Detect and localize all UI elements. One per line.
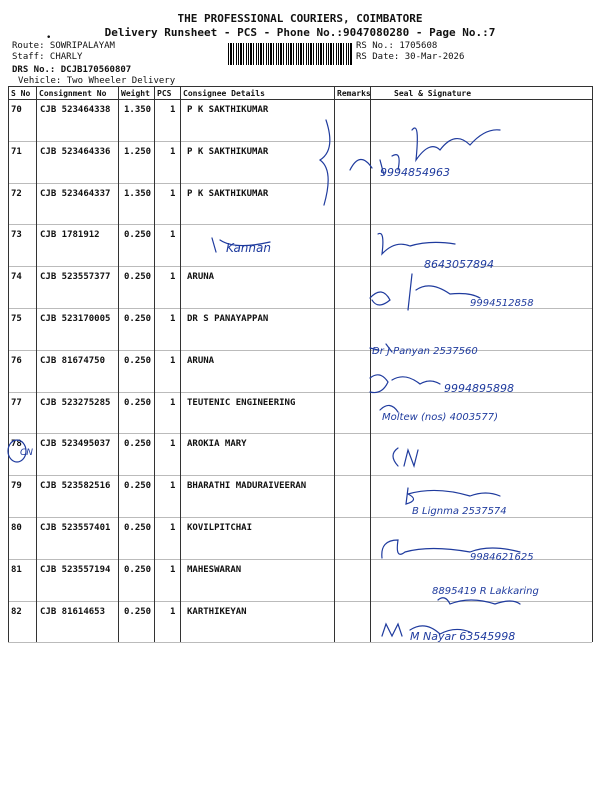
rs-date: RS Date: 30-Mar-2026	[356, 52, 465, 62]
hw-row80: 9984621625	[470, 552, 534, 563]
runsheet-subtitle: Delivery Runsheet - PCS - Phone No.:9047080280 - Page No.:7	[104, 26, 496, 39]
signature-78	[393, 448, 418, 466]
row-weight: 0.250	[124, 606, 152, 617]
row-sno: 80	[11, 523, 22, 533]
row-consignment-no: CJB 523464338	[40, 105, 111, 115]
row-consignee: DR S PANAYAPPAN	[187, 314, 269, 324]
row-weight: 0.250	[124, 564, 152, 575]
hw-row82: M Nayar 63545998	[410, 630, 516, 643]
row-sno: 78	[11, 439, 22, 450]
row-consignee: MAHESWARAN	[187, 564, 242, 575]
row-weight: 1.350	[124, 105, 152, 115]
row-consignment-no: CJB 523557401	[40, 523, 111, 533]
signature-76	[370, 375, 440, 393]
row-pcs: 1	[170, 397, 176, 408]
row-pcs: 1	[170, 314, 176, 324]
row-sno: 74	[11, 272, 22, 283]
row-consignee: AROKIA MARY	[187, 439, 247, 450]
drs-number: DRS No.: DCJB170560807	[12, 65, 132, 75]
row-weight: 1.350	[124, 188, 152, 199]
row-consignment-no: CJB 523495037	[40, 439, 111, 450]
row-consignment-no: CJB 81674750	[40, 355, 106, 366]
row-sno: 79	[11, 481, 22, 492]
route-label: Route: SOWRIPALAYAM	[12, 41, 115, 51]
hw-row79: B Lignma 2537574	[412, 506, 507, 517]
row-consignment-no: CJB 523557194	[40, 564, 111, 575]
row-consignee: P K SAKTHIKUMAR	[187, 105, 269, 115]
hw-row77: Moltew (nos) 4003577)	[382, 412, 499, 423]
col-consignee: Consignee Details	[183, 89, 265, 98]
row-consignee: ARUNA	[187, 272, 215, 283]
row-consignment-no: CJB 523275285	[40, 397, 111, 408]
row-weight: 0.250	[124, 439, 152, 450]
row-weight: 0.250	[124, 314, 152, 324]
hw-row76-phone: 9994895898	[444, 382, 514, 395]
col-pcs: PCS	[157, 89, 172, 98]
hw-row75: Dr J Panyan 2537560	[372, 346, 478, 357]
row-pcs: 1	[170, 272, 176, 283]
company-title: THE PROFESSIONAL COURIERS, COIMBATORE	[177, 12, 423, 25]
row-consignment-no: CJB 1781912	[40, 230, 100, 241]
row-sno: 76	[11, 355, 22, 366]
row-weight: 0.250	[124, 272, 152, 283]
row-sno: 70	[11, 105, 22, 115]
row-sno: 81	[11, 564, 22, 575]
row-pcs: 1	[170, 439, 176, 450]
hw-row73-phone: 8643057894	[424, 258, 494, 271]
signature-74	[370, 274, 480, 310]
row-weight: 0.250	[124, 397, 152, 408]
row-pcs: 1	[170, 481, 176, 492]
col-sno: S No	[11, 89, 31, 98]
col-consignment: Consignment No	[39, 89, 107, 98]
row-sno: 73	[11, 230, 22, 241]
signature-79	[406, 488, 500, 504]
row-consignment-no: CJB 523464336	[40, 146, 111, 157]
hw-row81: 8895419 R Lakkaring	[432, 586, 539, 597]
row-weight: 1.250	[124, 146, 152, 157]
row-consignment-no: CJB 523582516	[40, 481, 111, 492]
hw-row78: CN	[20, 448, 34, 458]
row-consignee: P K SAKTHIKUMAR	[187, 146, 269, 157]
row-consignee: KARTHIKEYAN	[187, 606, 247, 617]
row-consignee: BHARATHI MADURAIVEERAN	[187, 481, 307, 492]
row-pcs: 1	[170, 146, 176, 157]
row-pcs: 1	[170, 564, 176, 575]
hw-row73-name: Kannan	[226, 241, 271, 255]
staff-label: Staff: CHARLY	[12, 52, 83, 62]
row-weight: 0.250	[124, 523, 152, 533]
row-consignment-no: CJB 523170005	[40, 314, 111, 324]
row-sno: 82	[11, 606, 22, 617]
signature-81	[438, 598, 520, 604]
row-pcs: 1	[170, 606, 176, 617]
row-weight: 0.250	[124, 481, 152, 492]
row-weight: 0.250	[124, 230, 152, 241]
hw-row74-phone: 9994512858	[470, 298, 534, 309]
row-sno: 72	[11, 188, 22, 199]
row-consignee: KOVILPITCHAI	[187, 523, 253, 533]
row-pcs: 1	[170, 523, 176, 533]
row-consignment-no: CJB 523557377	[40, 272, 111, 283]
col-seal-signature: Seal & Signature	[394, 89, 472, 98]
rs-number: RS No.: 1705608	[356, 41, 438, 51]
row-sno: 77	[11, 397, 22, 408]
row-pcs: 1	[170, 105, 176, 115]
row-consignment-no: CJB 523464337	[40, 188, 111, 199]
row-consignment-no: CJB 81614653	[40, 606, 106, 617]
row-pcs: 1	[170, 188, 176, 199]
row-consignee: TEUTENIC ENGINEERING	[187, 397, 296, 408]
col-remarks: Remarks	[337, 89, 371, 98]
col-weight: Weight	[121, 89, 150, 98]
mark-dot: •	[46, 33, 52, 43]
bracket-mark	[320, 120, 330, 205]
row-pcs: 1	[170, 355, 176, 366]
row-weight: 0.250	[124, 355, 152, 366]
row-sno: 71	[11, 146, 22, 157]
row-sno: 75	[11, 314, 22, 324]
vehicle-label: Vehicle: Two Wheeler Delivery	[18, 76, 176, 86]
hw-row70-71: 9994854963	[380, 166, 450, 179]
row-consignee: ARUNA	[187, 355, 215, 366]
row-consignee: P K SAKTHIKUMAR	[187, 188, 269, 199]
row-pcs: 1	[170, 230, 176, 241]
